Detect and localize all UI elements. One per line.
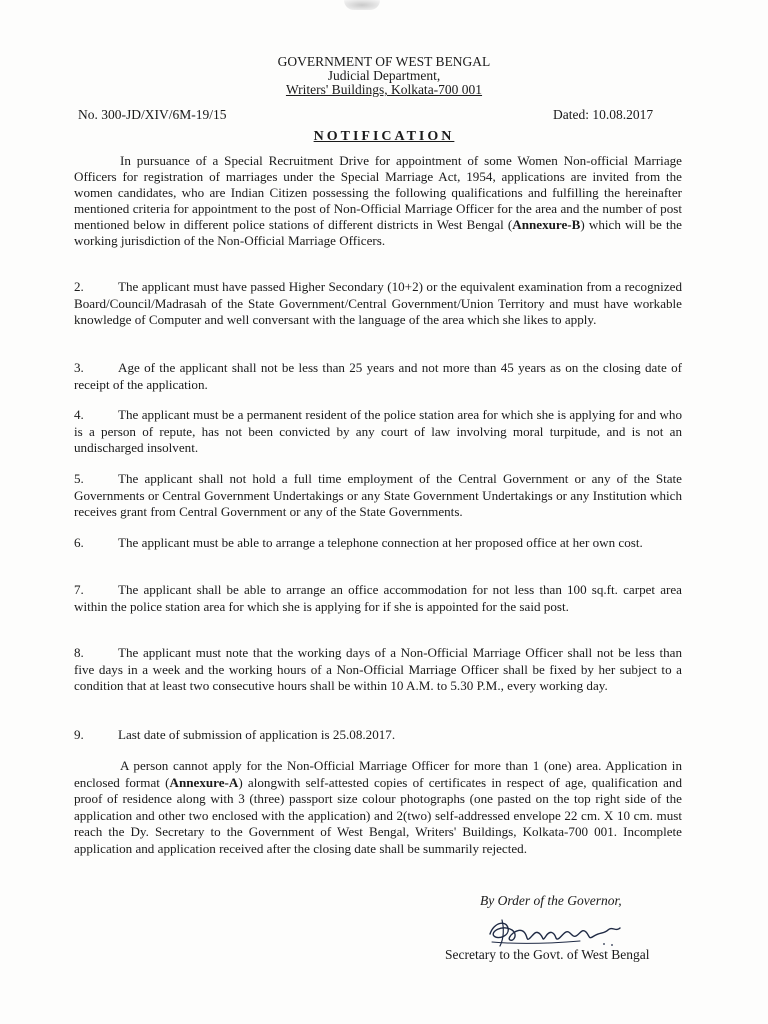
handwritten-signature [484,914,634,950]
intro-annexure-b: Annexure-B [512,217,581,232]
clause-text: The applicant shall not hold a full time employment of the Central Government or any of the State Governments or Central Government Undertakings or any State Government Undertakings or any Institution which receives grant from Central Government or any of the State Governments. [74,471,682,519]
clause-7 [74,582,682,615]
clause-text: Last date of submission of application is 25.08.2017. [118,727,396,742]
clause-number: 7. [74,582,84,597]
letterhead-department: Judicial Department, [327,68,441,83]
reference-number: No. 300-JD/XIV/6M-19/15 [78,107,227,122]
clause-text: Age of the applicant shall not be less than 25 years and not more than 45 years as on the closing date of receipt of the application. [74,360,682,392]
closing-text-end: ) alongwith self-attested copies of certificates in respect of age, qualification and proof of residence along with 3 (three) passport size colour photographs (one pasted on the top right side of the application and other two enclosed with the application) and 2(two) self-addressed envelope 22 cm. X 10 cm. must reach the Dy. Secretary to the Government of West Bengal, Writers' Buildings, Kolkata-700 001. Incomplete application and application received after the closing date shall be summarily rejected. [74,774,683,856]
clause-text: The applicant shall be able to arrange an office accommodation for not less than 100 sq.ft. carpet area within the police station area for which she is applying for if she is appointed for the said post. [74,582,682,614]
by-order-line: By Order of the Governor, [480,893,622,908]
clause-text: The applicant must have passed Higher Secondary (10+2) or the equivalent examination from a recognized Board/Council/Madrasah of the State Government/Central Government/Union Territory and must have workable knowledge of Computer and well conversant with the language of the area which she likes to apply. [74,279,682,327]
clause-6 [74,535,682,552]
intro-text-start: In pursuance of a Special Recruitment Drive for appointment of some Women Non-official Marriage Officers for registration of marriages under the Special Marriage Act, 1954, applications are invited from the women candidates, who are Indian Citizen possessing the following qualifications and fulfilling the hereinafter mentioned criteria for appointment to the post of Non-Official Marriage Officer for the area and the number of post mentioned below in different police stations of different districts in West Bengal ( [74,153,682,232]
clause-text: The applicant must note that the working days of a Non-Official Marriage Officer shall not be less than five days in a week and the working hours of a Non-Official Marriage Officer shall be fixed by her subject to a condition that at least two consecutive hours shall be within 10 A.M. to 5.30 P.M., every working day. [74,645,682,693]
clause-text: The applicant must be able to arrange a telephone connection at her proposed office at her own cost. [118,535,643,550]
notification-date: Dated: 10.08.2017 [553,107,654,122]
letterhead-address: Writers' Buildings, Kolkata-700 001 [285,82,483,97]
clause-2 [74,279,682,329]
clause-number: 4. [74,407,84,422]
clause-number: 3. [74,360,84,375]
clause-text: The applicant must be a permanent resident of the police station area for which she is applying for and who is a person of repute, has not been convicted by any court of law involving moral turpitude, and is not an undischarged insolvent. [74,407,682,455]
intro-text-end: ) which will be the working jurisdiction of the Non-Official Marriage Officers. [74,217,682,248]
clause-number: 8. [74,645,84,660]
closing-annexure-a: Annexure-A [169,774,239,790]
clause-8 [74,645,682,695]
clause-number: 2. [74,279,84,294]
closing-text-start: A person cannot apply for the Non-Official Marriage Officer for more than 1 (one) area. Application in enclosed format ( [74,758,682,790]
notification-title: NOTIFICATION [313,129,455,144]
clause-number: 9. [74,727,84,742]
letterhead [0,55,768,97]
clause-5 [74,471,682,521]
intro-paragraph [74,153,682,249]
clause-number: 6. [74,535,84,550]
signatory-designation: Secretary to the Govt. of West Bengal [445,947,650,962]
scan-punch-mark [344,0,380,10]
clause-number: 5. [74,471,84,486]
closing-paragraph [74,758,682,857]
clause-3 [74,360,682,393]
letterhead-government: GOVERNMENT OF WEST BENGAL [277,54,491,69]
clause-4 [74,407,682,457]
clause-9 [74,727,682,744]
